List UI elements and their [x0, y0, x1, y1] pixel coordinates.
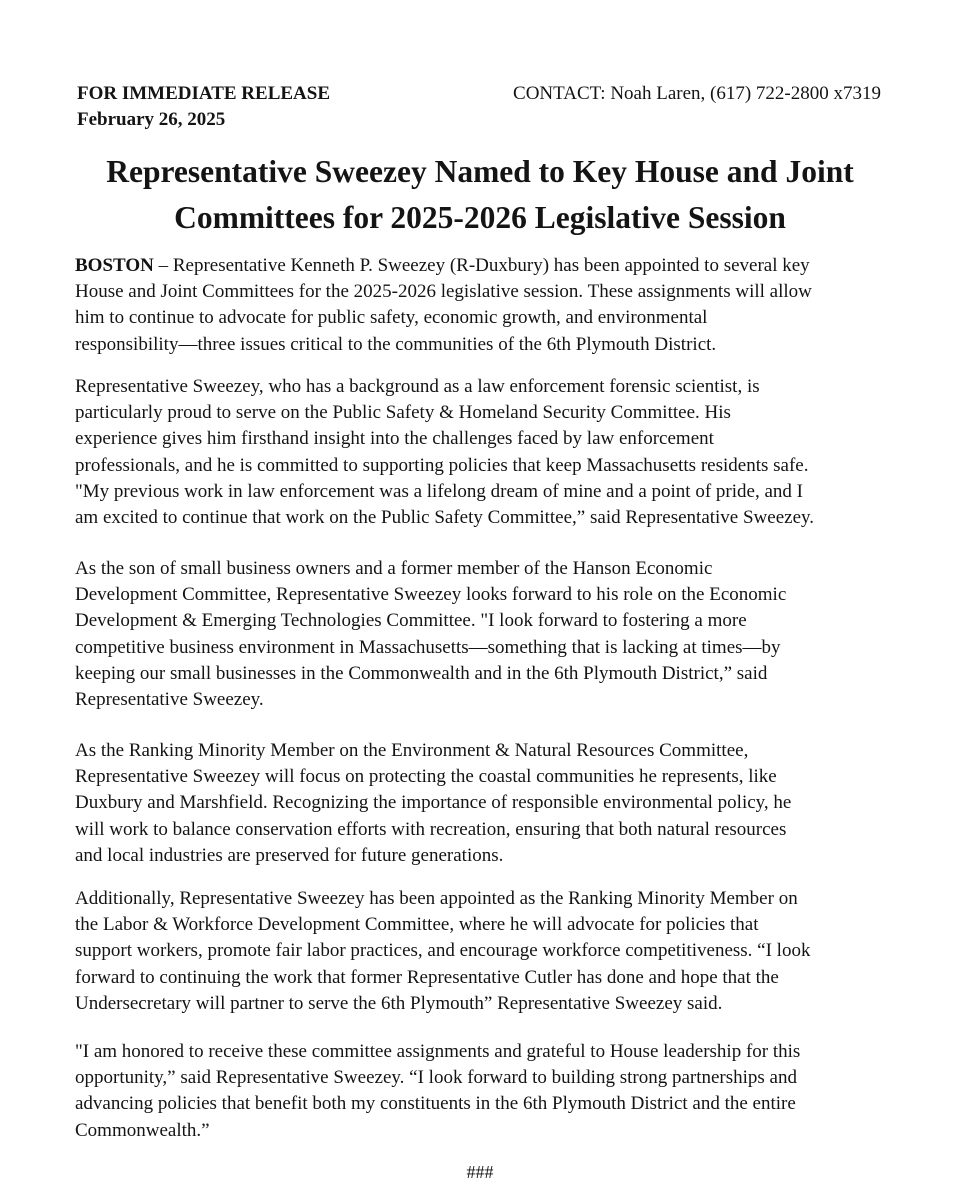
- headline-line: Committees for 2025-2026 Legislative Session: [174, 200, 786, 235]
- paragraph-line: and local industries are preserved for future generations.: [75, 844, 504, 866]
- release-header: [77, 81, 330, 133]
- paragraph-public-safety: [75, 374, 895, 531]
- release-date: February 26, 2025: [77, 109, 226, 130]
- paragraph-economic-development: [75, 556, 895, 713]
- paragraph-intro: [75, 253, 895, 358]
- paragraph-text: – Representative Kenneth P. Sweezey (R-Duxbury) has been appointed to several key: [153, 255, 810, 276]
- paragraph-line: Representative Sweezey.: [75, 689, 264, 711]
- paragraph-line: Development Committee, Representative Sweezey looks forward to his role on the Economic: [75, 584, 787, 606]
- paragraph-line: Additionally, Representative Sweezey has been appointed as the Ranking Minority Member on: [75, 888, 798, 909]
- paragraph-line: Commonwealth.”: [75, 1119, 210, 1141]
- paragraph-line: House and Joint Committees for the 2025-2026 legislative session. These assignments will allow: [75, 281, 812, 303]
- paragraph-line: particularly proud to serve on the Public Safety & Homeland Security Committee. His: [75, 402, 731, 424]
- paragraph-line: Representative Sweezey, who has a background as a law enforcement forensic scientist, is: [75, 376, 760, 397]
- paragraph-line: am excited to continue that work on the Public Safety Committee,” said Representative Sweezey.: [75, 507, 815, 529]
- paragraph-line: experience gives him firsthand insight into the challenges faced by law enforcement: [75, 428, 714, 450]
- release-label: FOR IMMEDIATE RELEASE: [77, 83, 331, 104]
- paragraph-environment: [75, 738, 895, 869]
- paragraph-line: Undersecretary will partner to serve the 6th Plymouth” Representative Sweezey said.: [75, 992, 723, 1014]
- paragraph-labor: [75, 886, 895, 1017]
- paragraph-line: support workers, promote fair labor practices, and encourage workforce competitiveness. “I look: [75, 940, 811, 962]
- contact-info: CONTACT: Noah Laren, (617) 722-2800 x7319: [513, 83, 881, 104]
- paragraph-line: responsibility—three issues critical to the communities of the 6th Plymouth District.: [75, 333, 717, 355]
- paragraph-line: the Labor & Workforce Development Committee, where he will advocate for policies that: [75, 914, 759, 936]
- paragraph-line: opportunity,” said Representative Sweezey. “I look forward to building strong partnerships and: [75, 1067, 797, 1089]
- paragraph-line: him to continue to advocate for public safety, economic growth, and environmental: [75, 307, 708, 329]
- paragraph-line: "I am honored to receive these committee assignments and grateful to House leadership for this: [75, 1041, 801, 1062]
- paragraph-line: forward to continuing the work that former Representative Cutler has done and hope that the: [75, 966, 779, 988]
- paragraph-line: Development & Emerging Technologies Committee. "I look forward to fostering a more: [75, 610, 747, 632]
- paragraph-line: will work to balance conservation efforts with recreation, ensuring that both natural resources: [75, 818, 787, 840]
- paragraph-line: professionals, and he is committed to supporting policies that keep Massachusetts residents safe.: [75, 454, 809, 476]
- paragraph-line: competitive business environment in Massachusetts—something that is lacking at times—by: [75, 636, 781, 658]
- paragraph-line: Representative Sweezey will focus on protecting the coastal communities he represents, like: [75, 766, 777, 788]
- dateline: BOSTON: [75, 255, 154, 276]
- paragraph-line: As the Ranking Minority Member on the Environment & Natural Resources Committee,: [75, 740, 749, 761]
- paragraph-line: "My previous work in law enforcement was a lifelong dream of mine and a point of pride, and I: [75, 480, 803, 502]
- paragraph-closing-quote: [75, 1039, 895, 1144]
- headline: [60, 149, 900, 241]
- paragraph-line: Duxbury and Marshfield. Recognizing the importance of responsible environmental policy, he: [75, 792, 792, 814]
- end-mark: ###: [466, 1162, 494, 1182]
- paragraph-line: As the son of small business owners and a former member of the Hanson Economic: [75, 558, 713, 579]
- paragraph-line: advancing policies that benefit both my constituents in the 6th Plymouth District and the entire: [75, 1093, 796, 1115]
- paragraph-line: [75, 255, 810, 276]
- headline-line: Representative Sweezey Named to Key House and Joint: [106, 154, 854, 189]
- paragraph-line: keeping our small businesses in the Commonwealth and in the 6th Plymouth District,” said: [75, 662, 768, 684]
